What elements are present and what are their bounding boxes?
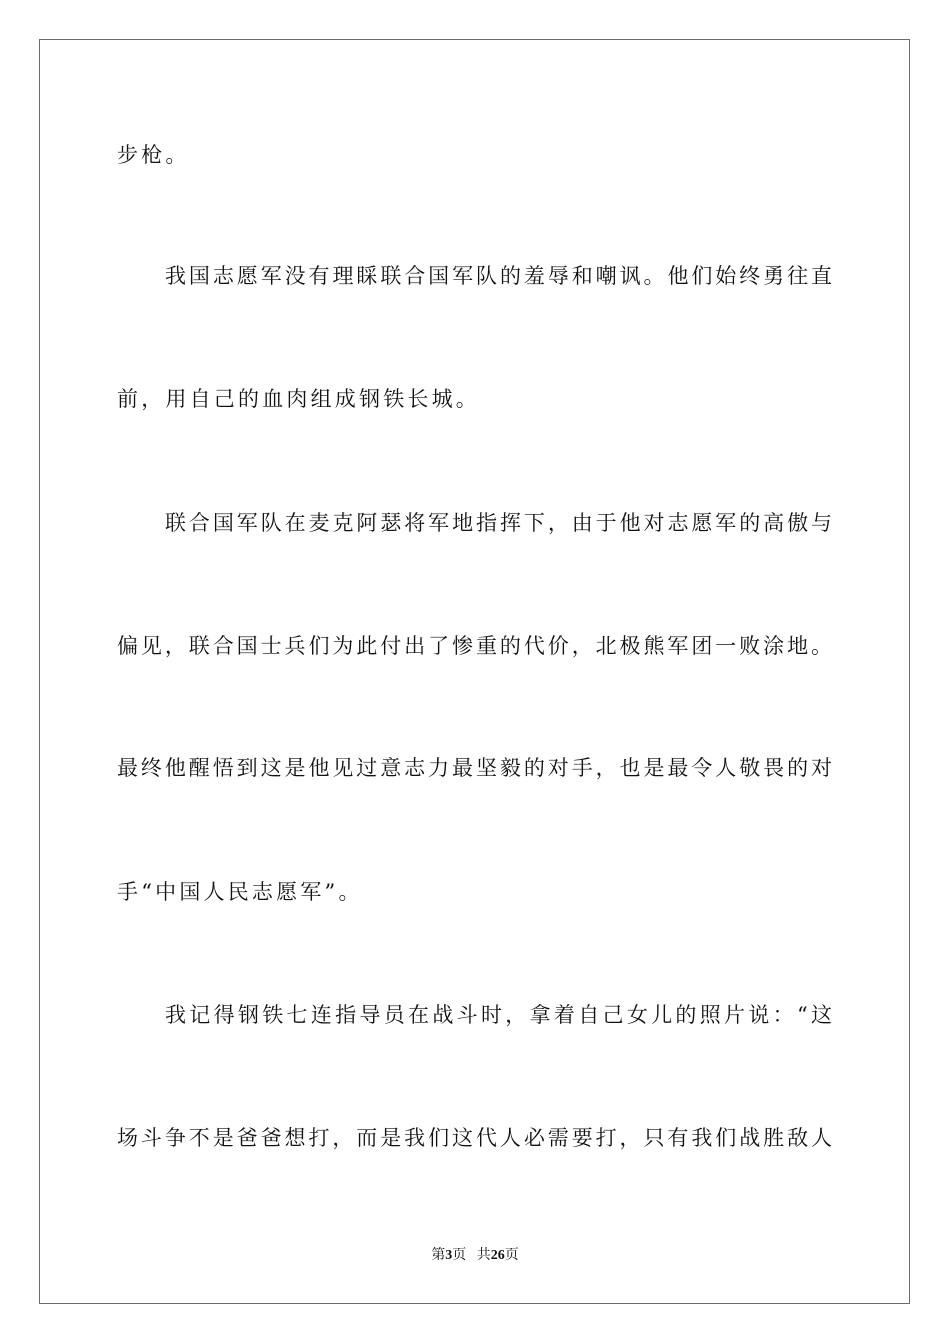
footer-page-suffix: 页 <box>452 1248 467 1263</box>
text-line-2: 我国志愿军没有理睬联合国军队的羞辱和嘲讽。他们始终勇往直 <box>165 264 832 288</box>
text-line-7: 手“中国人民志愿军”。 <box>117 880 363 904</box>
footer-current-page: 3 <box>445 1248 453 1263</box>
footer-total-suffix: 页 <box>504 1248 519 1263</box>
text-line-3: 前，用自己的血肉组成钢铁长城。 <box>117 387 480 411</box>
text-line-4: 联合国军队在麦克阿瑟将军地指挥下，由于他对志愿军的高傲与 <box>165 511 832 535</box>
footer-total-pages: 26 <box>490 1248 505 1263</box>
text-line-5: 偏见，联合国士兵们为此付出了惨重的代价，北极熊军团一败涂地。 <box>117 634 832 658</box>
footer-total-prefix: 共 <box>476 1248 491 1263</box>
footer-page-prefix: 第 <box>431 1248 446 1263</box>
page-footer <box>0 1247 950 1265</box>
page-border <box>39 39 910 1304</box>
text-line-6: 最终他醒悟到这是他见过意志力最坚毅的对手，也是最令人敬畏的对 <box>117 756 832 780</box>
text-line-8: 我记得钢铁七连指导员在战斗时，拿着自己女儿的照片说：“这 <box>165 1003 832 1027</box>
text-line-9: 场斗争不是爸爸想打，而是我们这代人必需要打，只有我们战胜敌人 <box>117 1126 832 1150</box>
text-line-1: 步枪。 <box>117 143 190 167</box>
